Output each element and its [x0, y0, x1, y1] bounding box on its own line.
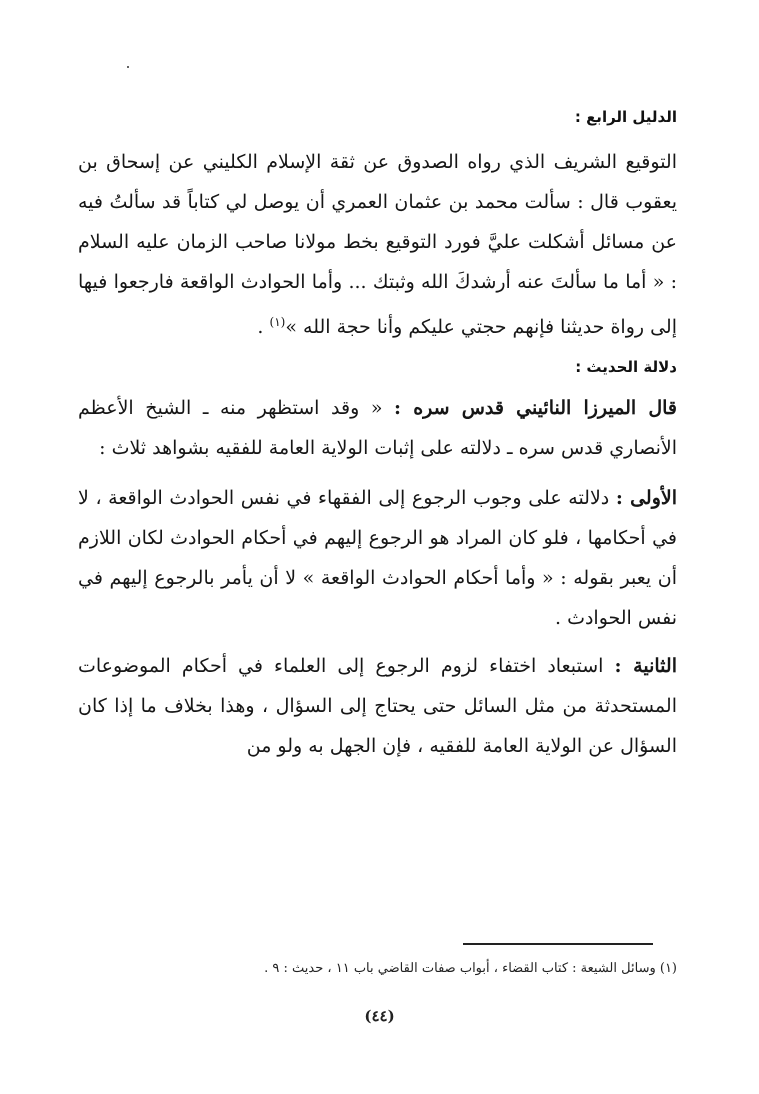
paragraph-first-evidence	[78, 478, 677, 638]
paragraph-tawqi-text: التوقيع الشريف الذي رواه الصدوق عن ثقة الإسلام الكليني عن إسحاق بن يعقوب قال : سألت محمد بن عثمان العمري أن يوصل لي كتاباً قد سألتُ فيه عن مسائل أشكلت عليَّ فورد التوقيع بخط مولانا صاحب الزمان عليه السلام : « أما ما سألتَ عنه أرشدكَ الله وثبتك ... وأما الحوادث الواقعة فارجعوا فيها إلى رواة حديثنا فإنهم حجتي عليكم وأنا حجة الله »	[78, 151, 677, 338]
section-heading-hadith-meaning: دلالة الحديث :	[575, 358, 677, 376]
paragraph-second-evidence-text: استبعاد اختفاء لزوم الرجوع إلى العلماء في أحكام الموضوعات المستحدثة من مثل السائل حتى يحتاج إلى السؤال ، وهذا بخلاف ما إذا كان السؤال عن الولاية العامة للفقيه ، فإن الجهل به ولو من	[78, 655, 677, 757]
paragraph-second-evidence	[78, 646, 677, 766]
footnote-separator	[463, 943, 653, 945]
page-speck	[127, 66, 129, 68]
footnote-reference[interactable]: (١)	[269, 315, 286, 329]
page-number: (٤٤)	[364, 1007, 395, 1025]
main-text	[78, 100, 677, 766]
paragraph-tawqi-end: .	[257, 316, 270, 338]
footnote: (١) وسائل الشيعة : كتاب القضاء ، أبواب صفات القاضي باب ١١ ، حديث : ٩ .	[264, 961, 677, 976]
paragraph-first-evidence-lead: الأولى :	[615, 487, 678, 509]
paragraph-naini-text: « وقد استظهر منه ـ الشيخ الأعظم الأنصاري قدس سره ـ دلالته على إثبات الولاية العامة للفقيه بشواهد ثلاث :	[78, 397, 677, 459]
paragraph-naini	[78, 388, 677, 468]
section-heading-fourth-proof: الدليل الرابع :	[574, 108, 677, 126]
paragraph-tawqi	[78, 142, 677, 347]
paragraph-second-evidence-lead: الثانية :	[614, 655, 677, 677]
paragraph-naini-lead: قال الميرزا النائيني قدس سره :	[394, 397, 677, 419]
paragraph-first-evidence-text: دلالته على وجوب الرجوع إلى الفقهاء في نفس الحوادث الواقعة ، لا في أحكامها ، فلو كان المراد هو الرجوع إليهم في أحكام الحوادث لكان اللازم أن يعبر بقوله : « وأما أحكام الحوادث الواقعة » لا أن يأمر بالرجوع إليهم في نفس الحوادث .	[78, 487, 677, 629]
